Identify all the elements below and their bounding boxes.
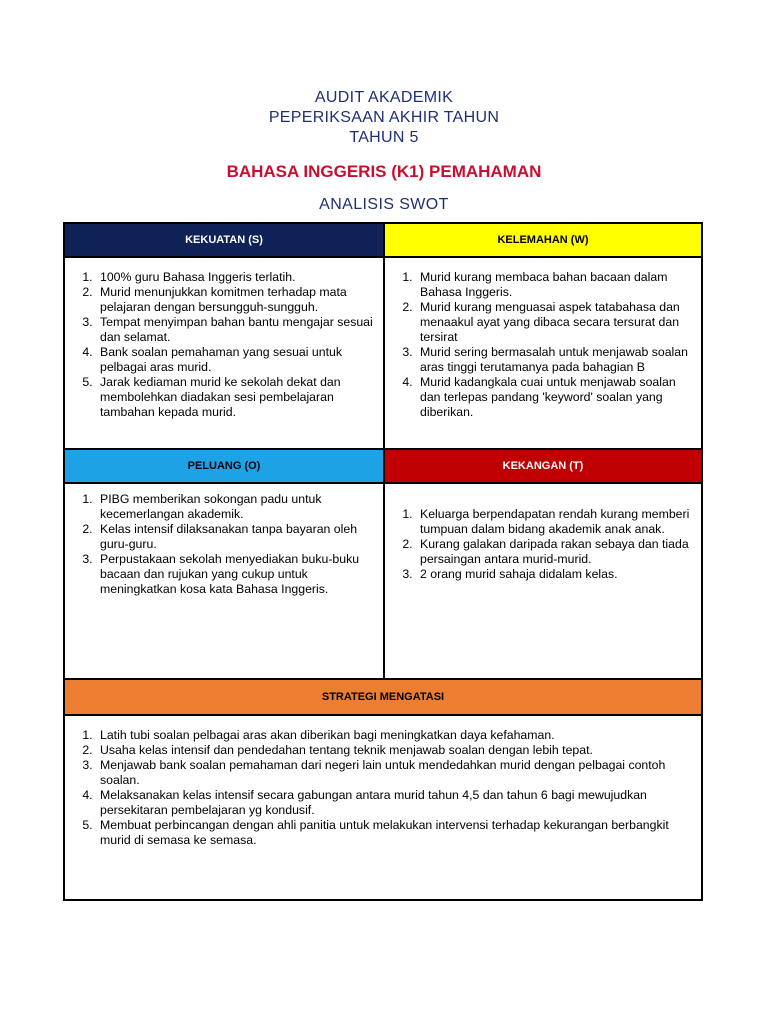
divider [65, 714, 701, 716]
strengths-header: KEKUATAN (S) [65, 224, 383, 256]
weaknesses-list [391, 270, 697, 420]
threats-header: KEKANGAN (T) [385, 450, 701, 482]
strengths-cell [71, 270, 377, 420]
opportunities-list [71, 492, 377, 597]
threats-cell [391, 507, 697, 582]
strengths-list [71, 270, 377, 420]
list-item: 2. Kelas intensif dilaksanakan tanpa bayaran oleh guru-guru. [96, 522, 377, 552]
list-item: 2. Murid menunjukkan komitmen terhadap mata pelajaran dengan bersungguh-sungguh. [96, 285, 377, 315]
list-item: 1. Murid kurang membaca bahan bacaan dalam Bahasa Inggeris. [416, 270, 697, 300]
list-item: 3. Murid sering bermasalah untuk menjawab soalan aras tinggi terutamanya pada bahagian B [416, 345, 697, 375]
list-item: 4. Bank soalan pemahaman yang sesuai untuk pelbagai aras murid. [96, 345, 377, 375]
strategy-cell [71, 728, 691, 848]
list-item: 4. Murid kadangkala cuai untuk menjawab soalan dan terlepas pandang 'keyword' soalan yang diberikan. [416, 375, 697, 420]
divider [383, 224, 385, 680]
analysis-title: ANALISIS SWOT [319, 196, 449, 213]
list-item: 2. Kurang galakan daripada rakan sebaya dan tiada persaingan antara murid-murid. [416, 537, 697, 567]
weaknesses-cell [391, 270, 697, 420]
list-item: 1. PIBG memberikan sokongan padu untuk kecemerlangan akademik. [96, 492, 377, 522]
list-item: 5. Membuat perbincangan dengan ahli panitia untuk melakukan intervensi terhadap kekurangan berbangkit murid di semasa ke semasa. [96, 818, 691, 848]
list-item: 2. Murid kurang menguasai aspek tatabahasa dan menaakul ayat yang dibaca secara tersurat dan tersirat [416, 300, 697, 345]
weaknesses-header: KELEMAHAN (W) [385, 224, 701, 256]
list-item: 3. Tempat menyimpan bahan bantu mengajar sesuai dan selamat. [96, 315, 377, 345]
threats-list [391, 507, 697, 582]
list-item: 2. Usaha kelas intensif dan pendedahan tentang teknik menjawab soalan dengan lebih tepat. [96, 743, 691, 758]
opportunities-header: PELUANG (O) [65, 450, 383, 482]
list-item: 4. Melaksanakan kelas intensif secara gabungan antara murid tahun 4,5 dan tahun 6 bagi mewujudkan persekitaran pembelajaran yg kondusif. [96, 788, 691, 818]
opportunities-cell [71, 492, 377, 597]
title-year: TAHUN 5 [349, 129, 419, 146]
list-item: 1. 100% guru Bahasa Inggeris terlatih. [96, 270, 377, 285]
title-exam: PEPERIKSAAN AKHIR TAHUN [268, 109, 500, 126]
list-item: 1. Keluarga berpendapatan rendah kurang memberi tumpuan dalam bidang akademik anak anak. [416, 507, 697, 537]
title-audit: AUDIT AKADEMIK [314, 89, 454, 106]
strategy-header: STRATEGI MENGATASI [65, 680, 701, 714]
swot-table [63, 222, 703, 901]
list-item: 1. Latih tubi soalan pelbagai aras akan diberikan bagi meningkatkan daya kefahaman. [96, 728, 691, 743]
strategy-list [71, 728, 691, 848]
list-item: 5. Jarak kediaman murid ke sekolah dekat dan membolehkan diadakan sesi pembelajaran tambahan kepada murid. [96, 375, 377, 420]
subject-title: BAHASA INGGERIS (K1) PEMAHAMAN [226, 162, 542, 181]
list-item: 3. 2 orang murid sahaja didalam kelas. [416, 567, 697, 582]
list-item: 3. Menjawab bank soalan pemahaman dari negeri lain untuk mendedahkan murid dengan pelbagai contoh soalan. [96, 758, 691, 788]
list-item: 3. Perpustakaan sekolah menyediakan buku-buku bacaan dan rujukan yang cukup untuk meningkatkan kosa kata Bahasa Inggeris. [96, 552, 377, 597]
